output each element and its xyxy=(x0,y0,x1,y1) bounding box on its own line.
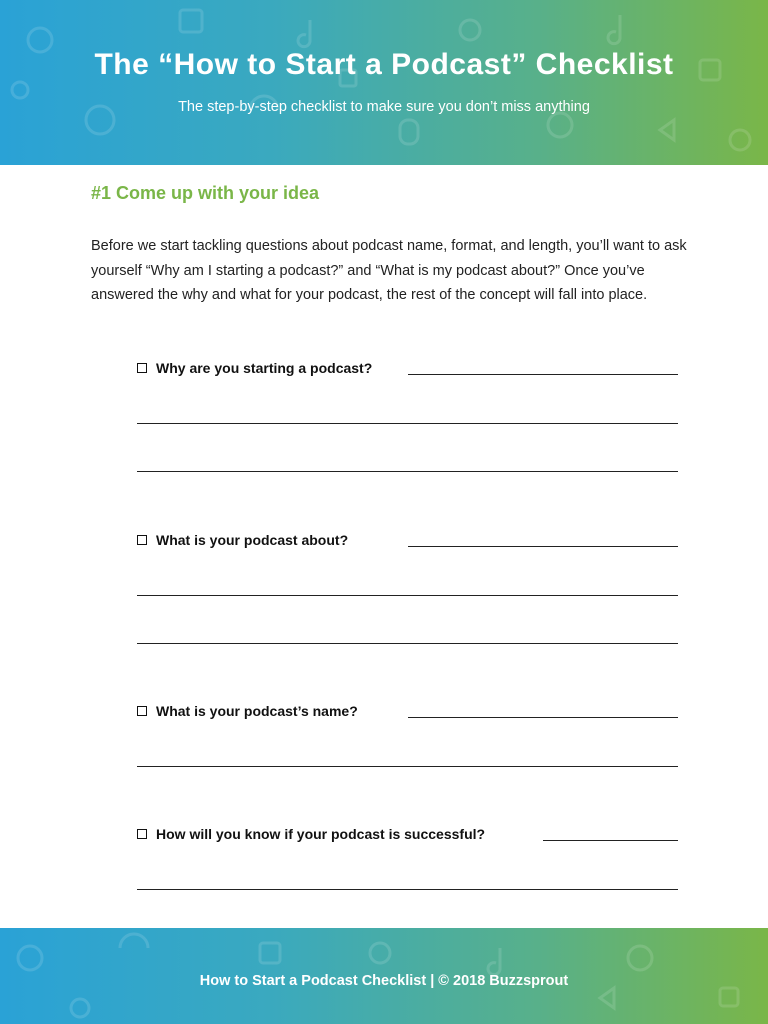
page-subtitle: The step-by-step checklist to make sure you don’t miss anything xyxy=(178,99,590,115)
podcast-icon-pattern xyxy=(0,0,768,165)
checklist-item-label: Why are you starting a podcast? xyxy=(156,360,373,376)
answer-line[interactable] xyxy=(137,766,678,767)
answer-line[interactable] xyxy=(137,643,678,644)
answer-line[interactable] xyxy=(543,840,678,841)
checkbox-icon[interactable] xyxy=(137,535,147,545)
page-title: The “How to Start a Podcast” Checklist xyxy=(94,48,674,81)
checklist-item-about[interactable] xyxy=(137,530,348,550)
checklist-item-label: What is your podcast about? xyxy=(156,532,349,548)
checkbox-icon[interactable] xyxy=(137,363,147,373)
checklist-item-name[interactable] xyxy=(137,701,358,721)
section-intro: Before we start tackling questions about podcast name, format, and length, you’ll want to ask yourself “Why am I starting a podcast?” and “What is my podcast about?” Once you’ve answered the why and what for your podcast, the rest of the concept will fall into place. xyxy=(91,238,687,303)
checklist-item-success[interactable] xyxy=(137,824,485,844)
answer-line[interactable] xyxy=(137,423,678,424)
checklist-item-label: What is your podcast’s name? xyxy=(156,703,358,719)
answer-line[interactable] xyxy=(408,717,678,718)
checkbox-icon[interactable] xyxy=(137,706,147,716)
answer-line[interactable] xyxy=(137,889,678,890)
section-heading: #1 Come up with your idea xyxy=(91,183,320,203)
footer-banner xyxy=(0,928,768,1024)
checklist-item-why[interactable] xyxy=(137,358,372,378)
answer-line[interactable] xyxy=(408,374,678,375)
footer-text: How to Start a Podcast Checklist | © 2018 Buzzsprout xyxy=(199,973,569,989)
checkbox-icon[interactable] xyxy=(137,829,147,839)
answer-line[interactable] xyxy=(408,546,678,547)
answer-line[interactable] xyxy=(137,471,678,472)
header-banner xyxy=(0,0,768,165)
answer-line[interactable] xyxy=(137,595,678,596)
checklist-item-label: How will you know if your podcast is successful? xyxy=(156,826,486,842)
